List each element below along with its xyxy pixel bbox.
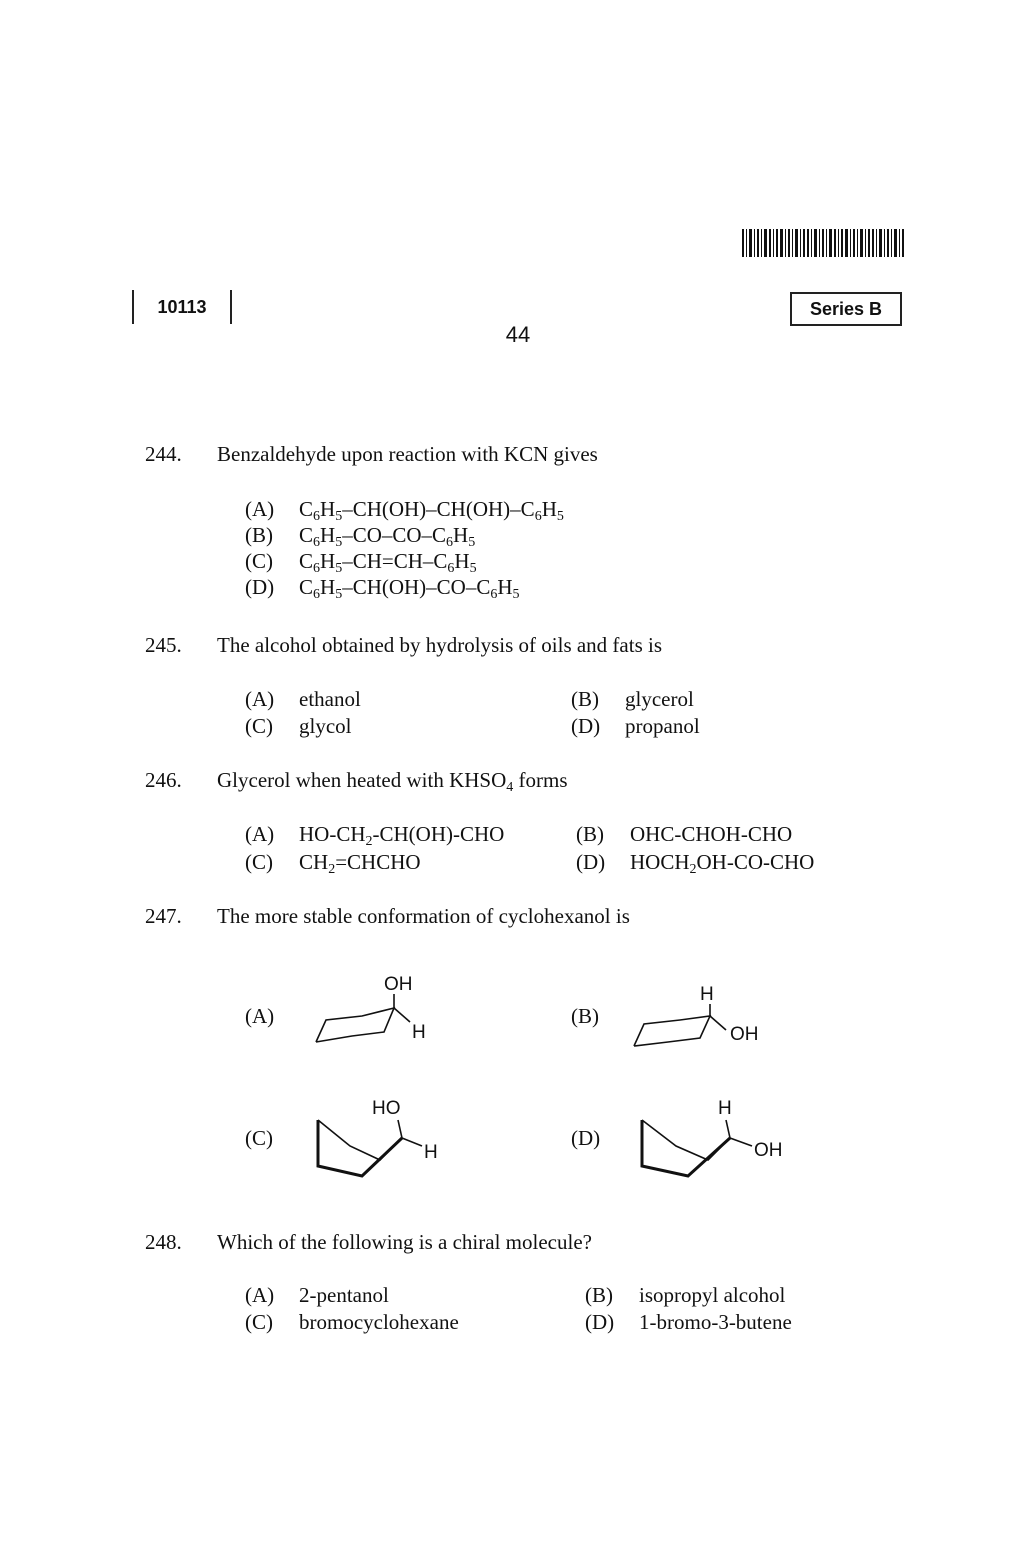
option-label: (B) xyxy=(245,523,273,547)
question-number: 245. xyxy=(145,633,182,657)
option-label: (C) xyxy=(245,850,273,874)
option-d: (D) $C_6H_5-CH(OH)-CO-C_6H_5$ xyxy=(245,575,520,602)
barcode xyxy=(742,229,904,257)
option-c: (C) $C_6H_5-CH=CH-C_6H_5$ xyxy=(245,549,477,576)
structure-side-label: H xyxy=(412,1022,426,1043)
structure-side-label: H xyxy=(424,1142,438,1163)
option-text: bromocyclohexane xyxy=(299,1310,459,1334)
option-text: OHC-CHOH-CHO xyxy=(630,822,793,846)
option-label: (C) xyxy=(245,714,273,738)
option-label: (D) xyxy=(245,575,275,599)
option-label: (A) xyxy=(245,497,275,521)
option-label: (D) xyxy=(585,1310,615,1334)
option-text: 1-bromo-3-butene xyxy=(639,1310,792,1334)
page-number: 44 xyxy=(505,322,531,347)
structure-top-label: H xyxy=(700,984,714,1005)
structure-side-label: OH xyxy=(730,1024,759,1045)
question-number: 244. xyxy=(145,442,182,466)
option-text: ethanol xyxy=(299,687,361,711)
option-b xyxy=(585,1283,785,1308)
option-d: (D) $HOCH_2OH-CO$-CHO xyxy=(576,850,815,877)
structure-top-label: HO xyxy=(372,1098,401,1119)
option-text: glycol xyxy=(299,714,352,738)
structure-top-label: H xyxy=(718,1098,732,1119)
series-label: Series B xyxy=(809,298,883,319)
structure-b xyxy=(626,980,776,1056)
option-label: (A) xyxy=(245,1283,275,1307)
question-text: The alcohol obtained by hydrolysis of oils and fats is xyxy=(217,633,663,657)
question-text: Which of the following is a chiral molecule? xyxy=(217,1230,592,1254)
structure-top-label: OH xyxy=(384,974,413,995)
option-label: (B) xyxy=(585,1283,613,1307)
option-text: isopropyl alcohol xyxy=(639,1283,786,1307)
option-label: (A) xyxy=(245,1004,275,1028)
option-label: (B) xyxy=(571,687,599,711)
option-a xyxy=(245,1283,389,1308)
option-label: (D) xyxy=(576,850,606,874)
option-b: (B) $C_6H_5-CO-CO-C_6H_5$ xyxy=(245,523,476,550)
option-a: (A) $HO-CH_2-CH(OH)$-CHO xyxy=(245,822,505,849)
option-label: (A) xyxy=(245,822,275,846)
option-d xyxy=(585,1310,792,1335)
option-a: (A) $C_6H_5-CH(OH)-CH(OH)-C_6H_5$ xyxy=(245,497,564,524)
question-number: 248. xyxy=(145,1230,182,1254)
option-text: propanol xyxy=(625,714,700,738)
option-d xyxy=(571,714,700,739)
option-b xyxy=(576,822,792,847)
option-label: (C) xyxy=(245,1126,273,1150)
structure-side-label: OH xyxy=(754,1140,783,1161)
question-text: Benzaldehyde upon reaction with KCN gives xyxy=(217,442,598,466)
option-a xyxy=(245,687,361,712)
question-text: Glycerol when heated with $KHSO_4$ forms xyxy=(217,768,568,795)
structure-d xyxy=(630,1094,790,1184)
option-label: (B) xyxy=(571,1004,599,1028)
option-c xyxy=(245,1310,459,1335)
option-label: (C) xyxy=(245,549,273,573)
structure-a xyxy=(306,970,446,1050)
question-number: 247. xyxy=(145,904,182,928)
structure-c xyxy=(306,1094,456,1184)
option-label: (D) xyxy=(571,714,601,738)
option-label: (A) xyxy=(245,687,275,711)
paper-code: 10113 xyxy=(157,296,207,317)
option-label: (B) xyxy=(576,822,604,846)
paper-code-box xyxy=(132,290,232,324)
option-c xyxy=(245,714,352,739)
option-c: (C) $CH_2=CHCHO$ xyxy=(245,850,421,877)
series-box xyxy=(790,292,902,326)
question-number: 246. xyxy=(145,768,182,792)
option-text: 2-pentanol xyxy=(299,1283,389,1307)
option-label: (D) xyxy=(571,1126,601,1150)
option-b xyxy=(571,687,694,712)
question-text: The more stable conformation of cyclohexanol is xyxy=(217,904,630,928)
option-label: (C) xyxy=(245,1310,273,1334)
option-text: glycerol xyxy=(625,687,694,711)
